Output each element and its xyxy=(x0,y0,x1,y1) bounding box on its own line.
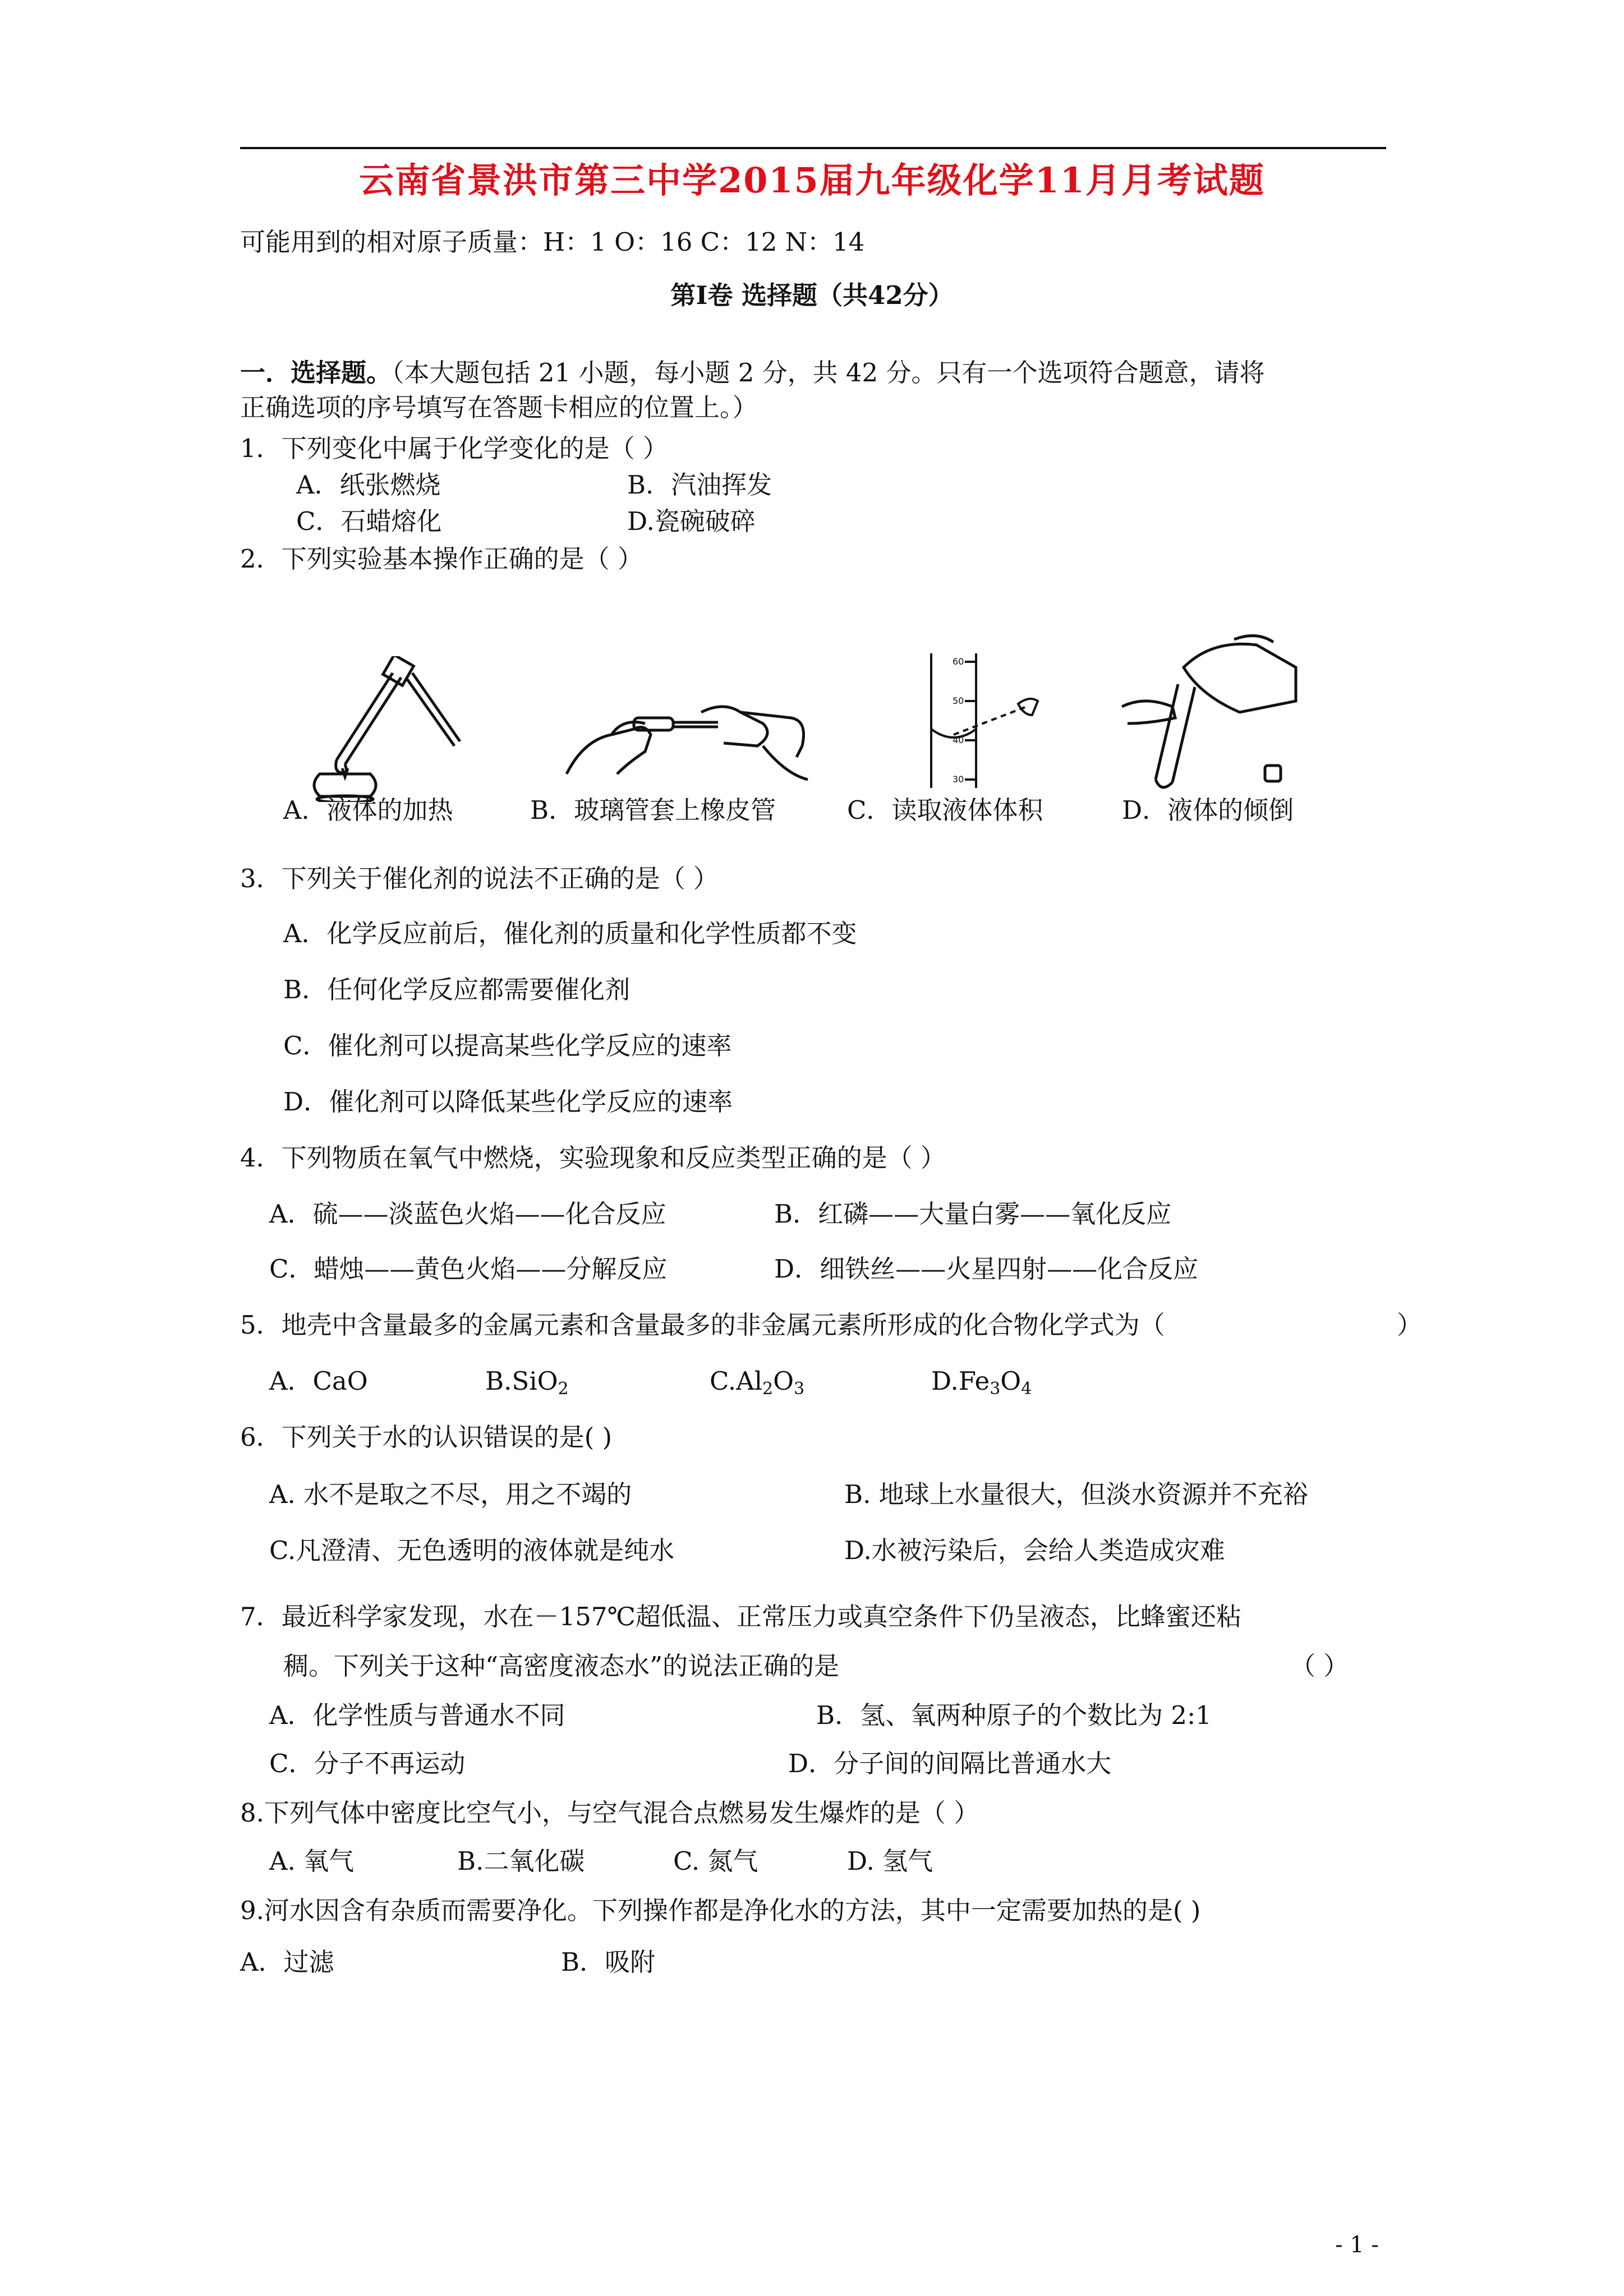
instructions-text: （本大题包括 21 小题，每小题 2 分，共 42 分。只有一个选项符合题意，请将 xyxy=(392,358,1265,388)
q5-option-a: A．CaO xyxy=(269,1366,368,1396)
q5-b-subscript: 2 xyxy=(558,1379,569,1399)
q9-option-b: B．吸附 xyxy=(561,1947,656,1977)
q4-option-a: A．硫——淡蓝色火焰——化合反应 xyxy=(269,1199,666,1229)
q7-stem-2: 稠。下列关于这种“高密度液态水”的说法正确的是 xyxy=(283,1651,840,1681)
q6-option-d: D.水被污染后，会给人类造成灾难 xyxy=(844,1536,1225,1565)
q6-option-a: A. 水不是取之不尽，用之不竭的 xyxy=(269,1479,632,1509)
instructions-lead: 一．选择题。 xyxy=(240,358,392,388)
q8-option-b: B.二氧化碳 xyxy=(457,1846,585,1876)
q6-option-c: C.凡澄清、无色透明的液体就是纯水 xyxy=(269,1536,675,1565)
rubber-tube-illustration xyxy=(561,690,819,791)
q5-b-formula: B.SiO xyxy=(485,1366,558,1396)
scale-label-40: 40 xyxy=(953,735,964,745)
q5-d-oxygen: O xyxy=(1000,1366,1022,1396)
q1-option-a: A．纸张燃烧 xyxy=(296,470,441,500)
q5-option-c xyxy=(710,1366,804,1399)
scale-label-30: 30 xyxy=(953,774,964,785)
q4-option-c: C．蜡烛——黄色火焰——分解反应 xyxy=(269,1254,668,1284)
instructions-line-2: 正确选项的序号填写在答题卡相应的位置上。） xyxy=(240,393,758,422)
q5-c-subscript-1: 2 xyxy=(762,1379,774,1399)
q2-option-b: B．玻璃管套上橡皮管 xyxy=(530,795,776,825)
q8-option-a: A. 氧气 xyxy=(269,1846,355,1876)
q5-stem: 5．地壳中含量最多的金属元素和含量最多的非金属元素所形成的化合物化学式为（ xyxy=(240,1310,1165,1340)
q8-stem: 8.下列气体中密度比空气小，与空气混合点燃易发生爆炸的是（ ） xyxy=(240,1798,979,1828)
q5-d-subscript-1: 3 xyxy=(990,1379,1001,1399)
q5-d-subscript-2: 4 xyxy=(1021,1379,1032,1399)
q1-option-c: C．石蜡熔化 xyxy=(296,506,442,536)
q7-option-b: B．氢、氧两种原子的个数比为 2:1 xyxy=(816,1700,1212,1730)
q2-option-c: C．读取液体体积 xyxy=(847,795,1043,825)
q7-answer-paren: （ ） xyxy=(1290,1651,1349,1681)
q3-option-d: D．催化剂可以降低某些化学反应的速率 xyxy=(283,1087,733,1117)
page-number: - 1 - xyxy=(1335,2232,1379,2258)
exam-title: 云南省景洪市第三中学2015届九年级化学11月月考试题 xyxy=(359,160,1265,201)
q7-option-c: C．分子不再运动 xyxy=(269,1749,466,1778)
q4-stem: 4．下列物质在氧气中燃烧，实验现象和反应类型正确的是（ ） xyxy=(240,1143,946,1173)
q1-stem: 1．下列变化中属于化学变化的是（ ） xyxy=(240,434,668,463)
q3-option-a: A．化学反应前后，催化剂的质量和化学性质都不变 xyxy=(283,919,857,948)
scale-label-50: 50 xyxy=(953,695,964,706)
q7-option-d: D．分子间的间隔比普通水大 xyxy=(788,1749,1112,1778)
q9-stem: 9.河水因含有杂质而需要净化。下列操作都是净化水的方法，其中一定需要加热的是( ) xyxy=(240,1896,1201,1925)
heating-liquid-illustration xyxy=(303,656,471,802)
q5-c-subscript-2: 3 xyxy=(794,1379,805,1399)
q2-option-d: D．液体的倾倒 xyxy=(1122,795,1294,825)
section-title: 第Ⅰ卷 选择题（共42分） xyxy=(670,280,954,310)
atomic-masses: 可能用到的相对原子质量：H：1 O：16 C：12 N：14 xyxy=(240,227,865,257)
q4-option-b: B．红磷——大量白雾——氧化反应 xyxy=(774,1199,1172,1229)
q4-option-d: D．细铁丝——火星四射——化合反应 xyxy=(774,1254,1199,1284)
q7-option-a: A．化学性质与普通水不同 xyxy=(269,1700,565,1730)
q2-stem: 2．下列实验基本操作正确的是（ ） xyxy=(240,544,643,574)
q3-option-c: C．催化剂可以提高某些化学反应的速率 xyxy=(283,1031,732,1061)
q5-d-formula: D.Fe xyxy=(931,1366,990,1396)
q5-c-formula: C.Al xyxy=(710,1366,763,1396)
q1-option-b: B．汽油挥发 xyxy=(627,470,772,500)
cylinder-reading-illustration xyxy=(898,651,1055,791)
header-rule xyxy=(240,147,1386,149)
q5-option-d xyxy=(931,1366,1032,1399)
q8-option-c: C. 氮气 xyxy=(673,1846,758,1876)
q9-option-a: A．过滤 xyxy=(240,1947,334,1977)
scale-label-60: 60 xyxy=(953,656,964,667)
q2-option-a: A．液体的加热 xyxy=(283,795,453,825)
q6-option-b: B. 地球上水量很大，但淡水资源并不充裕 xyxy=(844,1479,1308,1509)
q5-option-b xyxy=(485,1366,569,1399)
instructions-line-1 xyxy=(240,358,1265,388)
q3-option-b: B．任何化学反应都需要催化剂 xyxy=(283,975,631,1004)
q3-stem: 3．下列关于催化剂的说法不正确的是（ ） xyxy=(240,864,719,893)
q8-option-d: D. 氢气 xyxy=(847,1846,933,1876)
q1-option-d: D.瓷碗破碎 xyxy=(627,506,756,536)
q5-stem-end: ） xyxy=(1397,1310,1423,1340)
pouring-liquid-illustration xyxy=(1116,634,1307,796)
q7-stem: 7．最近科学家发现，水在－157℃超低温、正常压力或真空条件下仍呈液态，比蜂蜜还粘 xyxy=(240,1602,1241,1631)
q5-c-oxygen: O xyxy=(773,1366,794,1396)
q6-stem: 6．下列关于水的认识错误的是( ) xyxy=(240,1422,613,1452)
